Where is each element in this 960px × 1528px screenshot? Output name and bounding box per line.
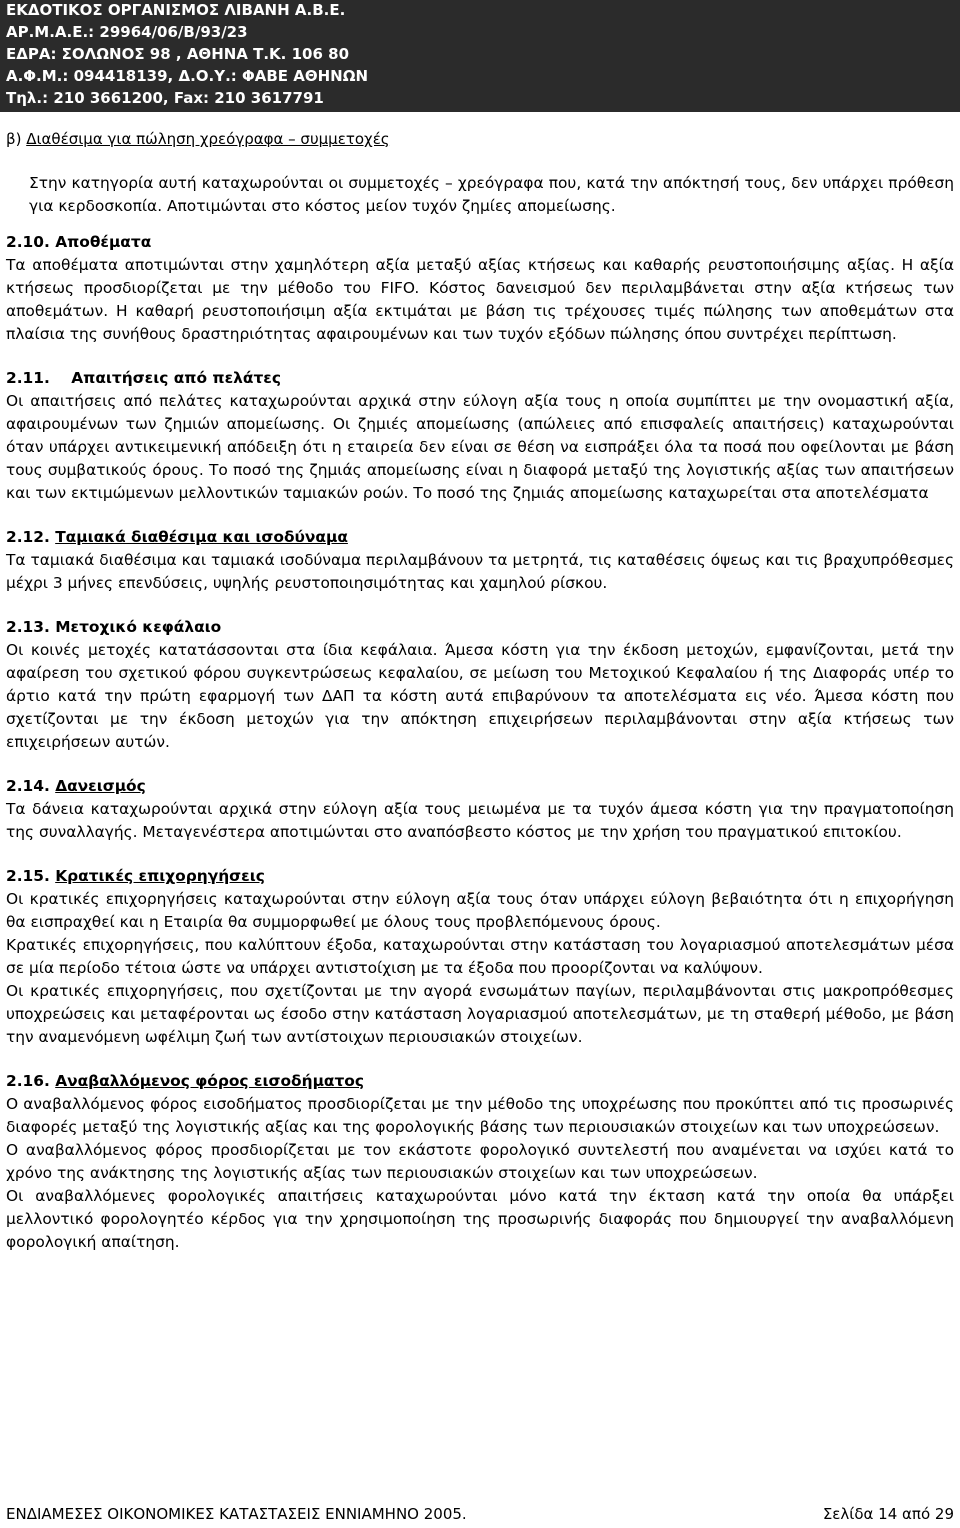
- subsection-body: Στην κατηγορία αυτή καταχωρούνται οι συμμετοχές – χρεόγραφα που, κατά την απόκτησή τους, δεν υπάρχει πρόθεση για κερδοσκοπία. Αποτιμώνται στο κόστος μείον τυχόν ζημίες απομείωσης.: [29, 174, 954, 215]
- section-government-grants: [6, 865, 954, 1049]
- company-name: ΕΚΔΟΤΙΚΟΣ ΟΡΓΑΝΙΣΜΟΣ ΛΙΒΑΝΗ Α.Β.Ε.: [6, 1, 346, 19]
- section-heading: [6, 616, 954, 639]
- section-number: 2.13.: [6, 618, 50, 636]
- section-number: 2.16.: [6, 1072, 50, 1090]
- section-heading: [6, 367, 954, 390]
- subsection-prefix: β): [6, 130, 27, 148]
- section-number: 2.14.: [6, 777, 50, 795]
- section-title: Δανεισμός: [55, 777, 146, 795]
- section-borrowings: [6, 775, 954, 844]
- footer-document-title: ΕΝΔΙΑΜΕΣΕΣ ΟΙΚΟΝΟΜΙΚΕΣ ΚΑΤΑΣΤΑΣΕΙΣ ΕΝΝΙΑΜΗΝΟ 2005.: [6, 1505, 467, 1523]
- company-contact: Τηλ.: 210 3661200, Fax: 210 3617791: [6, 89, 324, 107]
- page-footer: [6, 1504, 954, 1524]
- section-heading: [6, 775, 954, 798]
- section-title: Ταμιακά διαθέσιμα και ισοδύναμα: [55, 528, 348, 546]
- section-title: Αναβαλλόμενος φόρος εισοδήματος: [55, 1072, 364, 1090]
- section-title: Αποθέματα: [55, 233, 152, 251]
- footer-page-number: Σελίδα 14 από 29: [822, 1505, 954, 1523]
- section-paragraph: Ο αναβαλλόμενος φόρος εισοδήματος προσδιορίζεται με την μέθοδο της υποχρέωσης που προκύπτει από τις προσωρινές διαφορές μεταξύ της λογιστικής αξίας και της φορολογικής βάσης των περιουσιακών στοιχείων και των υποχρεώσεων.: [6, 1095, 954, 1136]
- section-deferred-tax: [6, 1070, 954, 1254]
- section-title: Απαιτήσεις από πελάτες: [71, 369, 281, 387]
- company-header: [0, 0, 960, 112]
- subsection-title: Διαθέσιμα για πώληση χρεόγραφα – συμμετοχές: [26, 130, 390, 148]
- document-body: [0, 172, 960, 1254]
- section-paragraph: Οι κοινές μετοχές κατατάσσονται στα ίδια κεφάλαια. Άμεσα κόστη για την έκδοση μετοχών, εμφανίζονται, μετά την αφαίρεση του σχετικού φόρου συγκεντρώσεως κεφαλαίου, σε μείωση του Μετοχικού Κεφαλαίου ή της Διαφοράς υπέρ το άρτιο κατά την πρώτη εφαρμογή των ΔΑΠ τα κόστη αυτά επιβαρύνουν τα αποτελέσματα εις νέο. Άμεσα κόστη που σχετίζονται με την έκδοση μετοχών για την απόκτηση επιχειρήσεων περιλαμβάνονται στην αξία κτήσεως των επιχειρήσεων αυτών.: [6, 641, 954, 751]
- section-paragraph: Ο αναβαλλόμενος φόρος προσδιορίζεται με τον εκάστοτε φορολογικό συντελεστή που αναμένεται να ισχύει κατά το χρόνο της ανάκτησης της λογιστικής αξίας των περιουσιακών στοιχείων και των υποχρεώσεων.: [6, 1141, 954, 1182]
- section-paragraph: Τα ταμιακά διαθέσιμα και ταμιακά ισοδύναμα περιλαμβάνουν τα μετρητά, τις καταθέσεις όψεως και τις βραχυπρόθεσμες μέχρι 3 μήνες επενδύσεις, υψηλής ρευστοποιησιμότητας και χαμηλού ρίσκου.: [6, 551, 954, 592]
- section-paragraph: Τα αποθέματα αποτιμώνται στην χαμηλότερη αξία μεταξύ αξίας κτήσεως και καθαρής ρευστοποιήσιμης αξίας. Η αξία κτήσεως προσδιορίζεται με την μέθοδο του FIFO. Κόστος δανεισμού δεν περιλαμβάνεται στην αξία κτήσεως των αποθεμάτων. Η καθαρή ρευστοποιήσιμη αξία εκτιμάται με βάση τις τρέχουσες τιμές πώλησης των αποθεμάτων στα πλαίσια της συνήθους δραστηριότητας αφαιρουμένων και των τυχόν εξόδων πώλησης όπου συντρέχει περίπτωση.: [6, 256, 954, 343]
- section-inventories: [6, 231, 954, 346]
- subsection-heading: [6, 128, 390, 150]
- section-paragraph: Οι απαιτήσεις από πελάτες καταχωρούνται αρχικά στην εύλογη αξία τους η οποία συμπίπτει με την ονομαστική αξία, αφαιρουμένων των ζημιών απομείωσης. Οι ζημιές απομείωσης (απώλειες από επισφαλείς απαιτήσεις) καταχωρούνται όταν υπάρχει αντικειμενική απόδειξη ότι η εταιρεία δεν είναι σε θέση να εισπράξει όλα τα ποσά που οφείλονται με βάση τους συμβατικούς όρους. Το ποσό της ζημιάς απομείωσης είναι η διαφορά μεταξύ της λογιστικής αξίας των απαιτήσεων και των εκτιμώμενων μελλοντικών ταμιακών ροών. Το ποσό της ζημιάς απομείωσης καταχωρείται στα αποτελέσματα: [6, 392, 954, 502]
- company-tax-id: Α.Φ.Μ.: 094418139, Δ.Ο.Υ.: ΦΑΒΕ ΑΘΗΝΩΝ: [6, 67, 369, 85]
- company-address: ΕΔΡΑ: ΣΟΛΩΝΟΣ 98 , ΑΘΗΝΑ Τ.Κ. 106 80: [6, 45, 350, 63]
- section-paragraph: Οι κρατικές επιχορηγήσεις καταχωρούνται στην εύλογη αξία τους όταν υπάρχει εύλογη βεβαιότητα ότι η επιχορήγηση θα εισπραχθεί και η Εταιρία θα συμμορφωθεί με όλους τους προβλεπόμενους όρους.: [6, 890, 954, 931]
- section-number: 2.15.: [6, 867, 50, 885]
- section-heading: [6, 231, 954, 254]
- section-number: 2.10.: [6, 233, 50, 251]
- section-paragraph: Τα δάνεια καταχωρούνται αρχικά στην εύλογη αξία τους μειωμένα με τα τυχόν άμεσα κόστη για την πραγματοποίηση της συναλλαγής. Μεταγενέστερα αποτιμώνται στο αναπόσβεστο κόστος με την χρήση του πραγματικού επιτοκίου.: [6, 800, 954, 841]
- company-registration: ΑΡ.Μ.Α.Ε.: 29964/06/Β/93/23: [6, 23, 248, 41]
- section-cash-equivalents: [6, 526, 954, 595]
- section-title: Μετοχικό κεφάλαιο: [55, 618, 222, 636]
- section-heading: [6, 865, 954, 888]
- section-number: 2.12.: [6, 528, 50, 546]
- section-title: Κρατικές επιχορηγήσεις: [55, 867, 265, 885]
- section-paragraph: Οι κρατικές επιχορηγήσεις, που σχετίζονται με την αγορά ενσωμάτων παγίων, περιλαμβάνονται στις μακροπρόθεσμες υποχρεώσεις και μεταφέρονται ως έσοδο στην κατάσταση λογαριασμού αποτελεσμάτων, με τη σταθερή μέθοδο, με βάση την αναμενόμενη ωφέλιμη ζωή των αντίστοιχων περιουσιακών στοιχείων.: [6, 982, 954, 1046]
- section-paragraph: Κρατικές επιχορηγήσεις, που καλύπτουν έξοδα, καταχωρούνται στην κατάσταση του λογαριασμού αποτελεσμάτων μέσα σε μία περίοδο τέτοια ώστε να υπάρχει αντιστοίχιση με τα έξοδα που προορίζονται να καλύψουν.: [6, 936, 954, 977]
- section-paragraph: Οι αναβαλλόμενες φορολογικές απαιτήσεις καταχωρούνται μόνο κατά την έκταση κατά την οποία θα υπάρξει μελλοντικό φορολογητέο κέρδος για την χρησιμοποίηση της προσωρινής διαφοράς που δημιουργεί την αναβαλλόμενη φορολογική απαίτηση.: [6, 1187, 954, 1251]
- section-number: 2.11.: [6, 369, 50, 387]
- section-trade-receivables: [6, 367, 954, 505]
- section-share-capital: [6, 616, 954, 754]
- section-heading: [6, 526, 954, 549]
- section-heading: [6, 1070, 954, 1093]
